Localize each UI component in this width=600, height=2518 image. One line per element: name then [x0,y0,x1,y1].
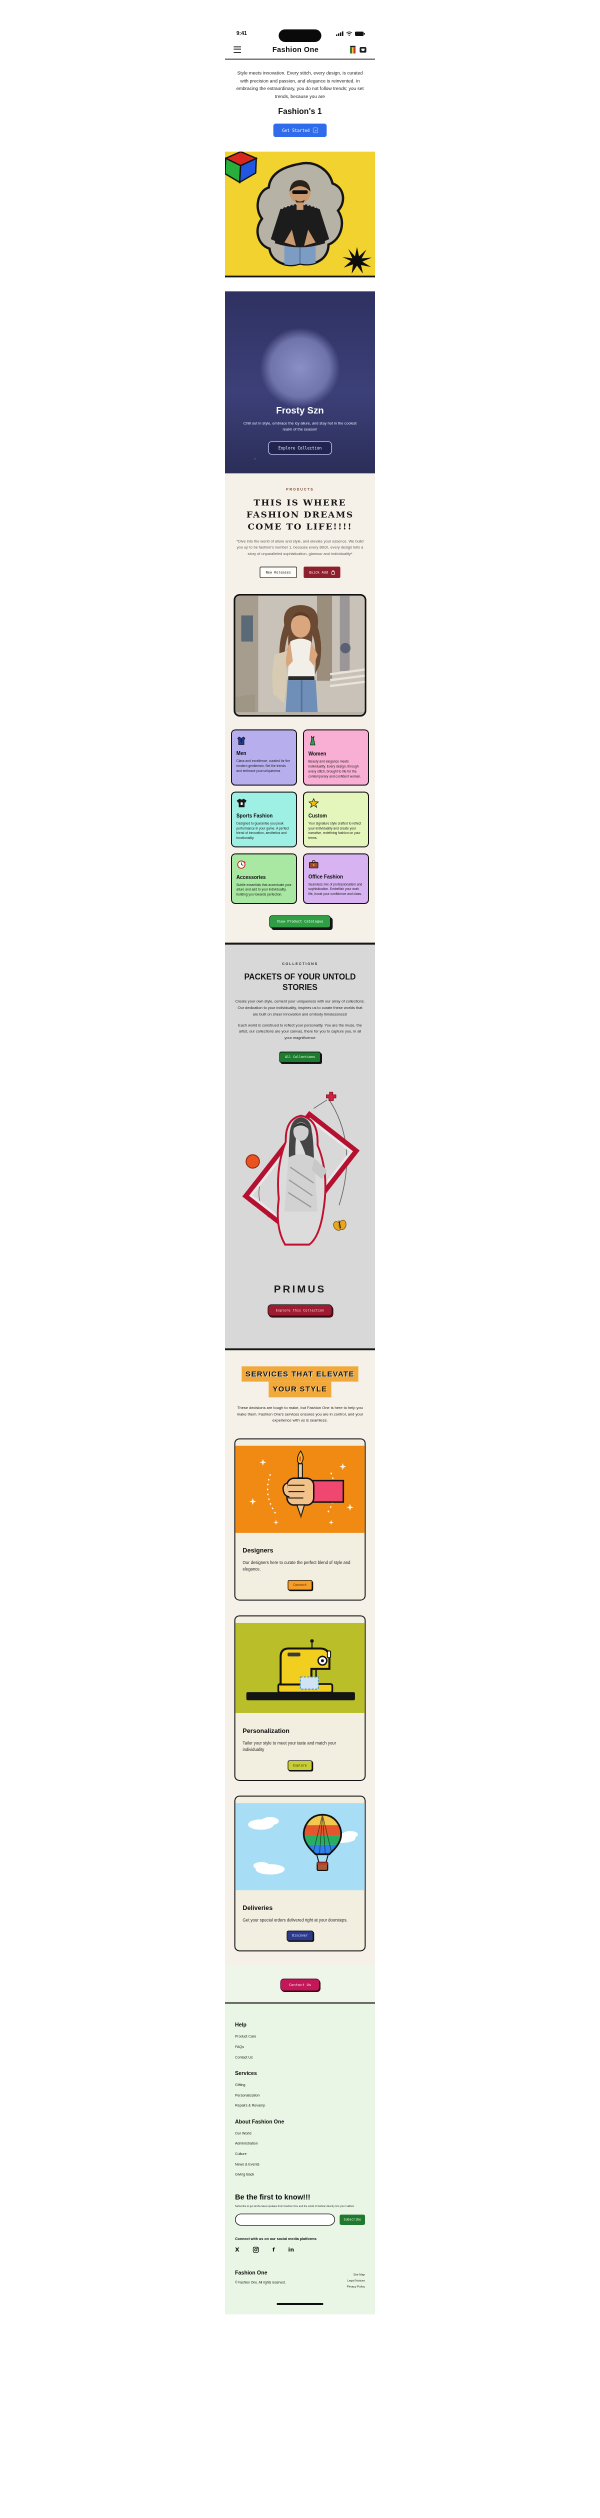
footer [225,2002,375,2314]
hand-candle-illustration [235,1439,365,1539]
collections-section [225,943,375,1351]
woman-sketch-graphic [278,1116,327,1245]
page-title: Fashion One [272,45,319,54]
facebook-icon[interactable]: f [272,2246,275,2254]
app-header [225,40,375,60]
connect-button[interactable]: Connect [288,1580,312,1590]
view-catalogue-button[interactable]: View Product Catalogue [269,915,330,928]
collections-heading: PACKETS OF YOUR UNTOLD STORIES [244,972,356,992]
service-card-personalization: Personalization Tailor your style to meet your taste and match your individuality Explore [234,1615,365,1781]
explore-button[interactable]: Explore [288,1760,312,1770]
briefcase-icon [308,860,319,869]
services-paragraph: These decisions are tough to make, but Fashion One is here to help you make them. Fashion One's services ensures you are in control, and your experience with us is seamless. [236,1405,364,1423]
street-style-photo [234,594,367,717]
star-icon [308,798,319,808]
social-heading: Connect with us on our social media platforms [234,2237,317,2242]
subscribe-button[interactable]: Subscribe [340,2215,365,2225]
status-bar [225,0,375,40]
sewing-machine-illustration [235,1616,365,1719]
signal-icon [336,31,343,36]
products-heading: THIS IS WHERE FASHION DREAMS COME TO LIFE!!!! [246,497,354,532]
hamburger-menu-icon[interactable] [234,46,241,53]
hot-air-balloon-illustration [235,1797,365,1897]
footer-link-news-events[interactable]: News & Events [234,2162,260,2167]
bag-icon [331,570,335,574]
footer-link-personalization[interactable]: Personalization [234,2093,260,2098]
explore-collection-button[interactable]: Explore Collection [268,441,331,454]
profile-icon[interactable] [360,47,367,53]
service-card-designers: Designers Our designers here to curate the perfect blend of style and elegance. Connect [234,1438,365,1600]
quick-add-button[interactable]: Quick Add [304,567,341,578]
watch-icon [236,860,246,870]
category-card-custom[interactable]: Custom Your signature style crafted to reflect your individuality and create your narrative, redefining fashion on your terms. [303,792,369,848]
butterfly-icon [331,1218,349,1233]
wifi-icon [346,31,352,36]
frosty-title: Frosty Szn [276,405,324,416]
collections-paragraph-2: Each world is construed to reflect your personality. You are the muse, the artist, our collections are your canvas, there for you to capture you, in all your magnificence [238,1023,362,1041]
splat-graphic [342,246,373,274]
explore-this-collection-button[interactable]: Explore this Collection [268,1304,332,1316]
category-card-accessories[interactable]: Accessories Subtle essentials that accentuate your allure and add to your individuality, building you towards perfection. [231,853,297,904]
dynamic-island [279,29,322,42]
newsletter-heading: Be the first to know!!! [234,2192,311,2202]
service-card-deliveries: Deliveries Get your special orders delivered right at your doorsteps. Discover [234,1796,365,1952]
category-card-sports[interactable]: Sports Fashion Designed to guarantee you peak performance in your game. A perfect blend of innovation, aesthetics and functionality. [231,792,297,848]
products-label: PRODUCTS [286,487,314,492]
category-card-office[interactable]: Office Fashion Seamless mix of professionalism and sophistication. Embellish your work life, boost your confidence and class. [303,853,369,904]
footer-link-contact-us[interactable]: Contact Us [234,2055,253,2060]
hero-banner [225,152,375,278]
frosty-subtitle: Chill out in style, embrace the icy allure, and stay hot in the coolest realm of the season! [243,421,357,432]
all-collections-button[interactable]: All Collections [279,1052,320,1063]
intro-paragraph: Style meets innovation. Every stitch, every design, is curated with precision and passion, and elegance is reinvented. In embracing the extraordinary, you do not follow trends; you set trends, because you are [236,69,364,99]
newsletter-email-input[interactable] [235,2214,335,2226]
footer-link-privacy-policy[interactable]: Privacy Policy [346,2285,365,2289]
footer-link-our-world[interactable]: Our World [234,2131,252,2136]
home-indicator [277,2303,324,2305]
footer-link-giving-back[interactable]: Giving Back [234,2172,255,2177]
orange-dot-graphic [246,1155,259,1168]
collage-artwork-graphic [234,1074,367,1254]
footer-link-administration[interactable]: Administration [234,2141,258,2146]
footer-copyright: © Fashion One. All rights reserved. [234,2281,286,2285]
collections-paragraph-1: Create your own style, cement your uniqueness with our array of collections. Our dedication to your individuality, inspires us to curate these worlds that are built on sheer innovation and embody timelessness! [235,999,365,1017]
products-paragraph: *Dive into the world of allure and style, and elevate your essence. We build you up to be fashion's number 1, because every stitch, every design tells a story of unparalleled sophistication, glamour and individuality* [236,539,364,557]
dress-icon [308,736,317,747]
shopping-bag-icon[interactable] [350,46,356,54]
footer-link-culture[interactable]: Culture [234,2152,247,2157]
discover-button[interactable]: Discover [287,1931,313,1941]
battery-icon [355,31,364,35]
intro-heading: Fashion's 1 [278,107,322,117]
contact-us-button[interactable]: Contact Us [280,1979,319,1991]
jersey-icon [236,798,247,808]
services-heading: SERVICES THAT ELEVATE YOUR STYLE [234,1366,365,1397]
products-section [225,473,375,581]
suit-icon [236,736,246,746]
linkedin-icon[interactable]: in [288,2246,295,2254]
instagram-icon[interactable] [253,2247,259,2253]
footer-link-repairs[interactable]: Repairs & Revamp [234,2103,266,2108]
man-portrait-blob-graphic [249,158,351,270]
category-grid [225,729,375,904]
category-card-men[interactable]: Men Class and excellence, curated for the modern gentleman. Set the trends and embrace your uniqueness [231,729,297,785]
footer-link-site-map[interactable]: Site Map [353,2273,365,2277]
frosty-season-banner [225,291,375,473]
street-photo-graphic [235,596,366,713]
phone-screen [225,0,375,2518]
intro-section [225,60,375,142]
footer-help-heading: Help [234,2022,247,2029]
heart-icon [326,1092,336,1100]
footer-about-heading: About Fashion One [234,2119,285,2125]
category-card-women[interactable]: Women Beauty and elegance meets individuality. Every design, through every stitch, brought to life for the contemporary and confident women. [303,729,369,785]
footer-link-faqs[interactable]: FAQs [234,2045,244,2050]
get-started-button[interactable]: Get Started ↗ [273,124,326,137]
services-section [225,1350,375,1965]
social-icons-row [235,2246,365,2253]
external-link-icon: ↗ [314,128,317,133]
footer-services-heading: Services [234,2070,257,2077]
footer-link-gifting[interactable]: Gifting [234,2083,246,2088]
footer-link-legal-notices[interactable]: Legal Notices [347,2279,365,2283]
x-icon[interactable]: X [234,2246,240,2254]
featured-collection-name: PRIMUS [273,1282,327,1295]
collections-label: COLLECTIONS [281,961,319,966]
footer-brand: Fashion One [234,2270,268,2277]
footer-link-product-care[interactable]: Product Care [234,2034,257,2039]
new-releases-button[interactable]: New Releases [260,567,297,578]
status-time: 9:41 [236,30,248,37]
newsletter-subtext: Subscribe to get all the latest updates from Fashion One and the world of fashion directly into your mailbox [234,2204,355,2208]
